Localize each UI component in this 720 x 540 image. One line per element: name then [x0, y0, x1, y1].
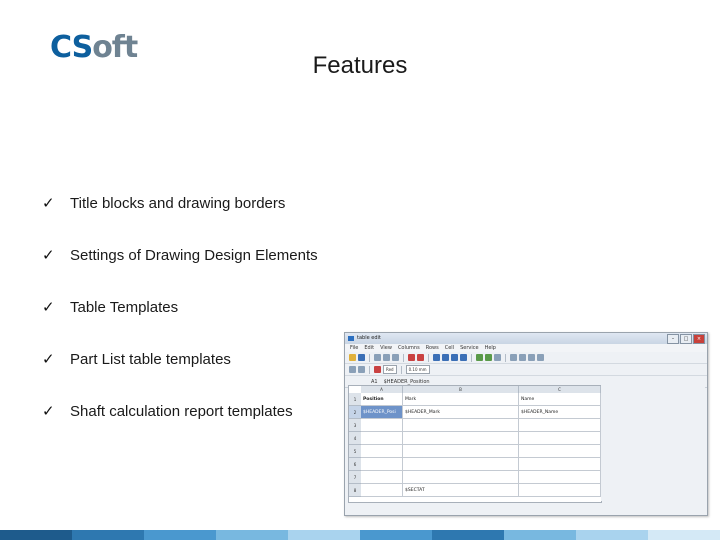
table-cell[interactable] — [519, 445, 601, 458]
menu-help[interactable]: Help — [484, 345, 496, 351]
column-headers — [361, 386, 601, 393]
menu-rows[interactable]: Rows — [425, 345, 439, 351]
insert-column-icon[interactable] — [485, 354, 492, 361]
table-cell-selected[interactable]: $HEADER_Posi — [361, 406, 403, 419]
minimize-button[interactable]: – — [667, 334, 679, 344]
menu-edit[interactable]: Edit — [364, 345, 375, 351]
toolbar-separator — [369, 366, 370, 374]
row-header[interactable]: 2 — [349, 406, 361, 419]
split-cells-icon[interactable] — [519, 354, 526, 361]
menu-bar — [345, 344, 707, 352]
color-swatch-icon — [374, 366, 381, 373]
maximize-button[interactable]: □ — [680, 334, 692, 344]
toolbar-separator — [428, 354, 429, 362]
cut-icon[interactable] — [374, 354, 381, 361]
feature-item — [42, 177, 318, 229]
row-header[interactable]: 3 — [349, 419, 361, 432]
footer-stripe — [0, 530, 720, 540]
checkmark-icon: ✓ — [42, 351, 55, 368]
paste-icon[interactable] — [392, 354, 399, 361]
table-row — [361, 419, 601, 432]
table-grid — [348, 385, 602, 503]
table-cell[interactable]: Mark — [403, 393, 519, 406]
align-icon[interactable] — [349, 366, 356, 373]
table-row — [361, 484, 601, 497]
close-button[interactable]: × — [693, 334, 705, 344]
logo-wordmark: CSoft — [50, 30, 138, 65]
table-cell[interactable] — [403, 445, 519, 458]
toolbar-separator — [401, 366, 402, 374]
feature-item — [42, 333, 318, 385]
footer-stripe-segment — [576, 530, 648, 540]
footer-stripe-segment — [72, 530, 144, 540]
toolbar-separator — [471, 354, 472, 362]
feature-text: Part List table templates — [70, 350, 231, 368]
valign-icon[interactable] — [358, 366, 365, 373]
color-select[interactable]: Red — [383, 365, 397, 374]
footer-stripe-segment — [0, 530, 72, 540]
table-cell[interactable] — [403, 471, 519, 484]
help-icon[interactable] — [537, 354, 544, 361]
table-cell[interactable] — [361, 432, 403, 445]
checkmark-icon: ✓ — [42, 247, 55, 264]
toolbar-separator — [369, 354, 370, 362]
table-cell[interactable] — [519, 432, 601, 445]
table-cell[interactable] — [361, 445, 403, 458]
table-row — [361, 393, 601, 406]
undo-icon[interactable] — [408, 354, 415, 361]
row-header[interactable]: 7 — [349, 471, 361, 484]
row-header[interactable]: 6 — [349, 458, 361, 471]
window-titlebar — [345, 333, 707, 344]
table-row — [361, 471, 601, 484]
merge-cells-icon[interactable] — [510, 354, 517, 361]
checkmark-icon: ✓ — [42, 299, 55, 316]
row-header[interactable]: 1 — [349, 393, 361, 406]
table-cell[interactable] — [519, 458, 601, 471]
feature-text: Shaft calculation report templates — [70, 402, 293, 420]
move-up-icon[interactable] — [442, 354, 449, 361]
table-body — [361, 393, 601, 497]
window-title: table edit — [357, 335, 381, 341]
footer-stripe-segment — [504, 530, 576, 540]
table-cell[interactable]: Position — [361, 393, 403, 406]
table-cell[interactable] — [519, 419, 601, 432]
lineweight-select[interactable]: 0.10 mm — [406, 365, 430, 374]
table-row — [361, 445, 601, 458]
borders-icon[interactable] — [528, 354, 535, 361]
toolbar-separator — [403, 354, 404, 362]
footer-stripe-segment — [432, 530, 504, 540]
open-icon[interactable] — [349, 354, 356, 361]
sum-icon[interactable] — [494, 354, 501, 361]
footer-stripe-segment — [360, 530, 432, 540]
table-row — [361, 432, 601, 445]
checkmark-icon: ✓ — [42, 403, 55, 420]
format-toolbar — [345, 364, 707, 376]
menu-view[interactable]: View — [380, 345, 392, 351]
table-cell[interactable]: $HEADER_Mark — [403, 406, 519, 419]
menu-cell[interactable]: Cell — [444, 345, 455, 351]
table-cell[interactable]: $HEADER_Name — [519, 406, 601, 419]
feature-text: Table Templates — [70, 298, 179, 316]
table-cell[interactable]: $SECTAT — [403, 484, 519, 497]
footer-stripe-segment — [648, 530, 720, 540]
insert-row-icon[interactable] — [476, 354, 483, 361]
cell-reference: A1 — [371, 378, 378, 385]
table-cell[interactable] — [361, 458, 403, 471]
workspace-empty-area — [601, 385, 705, 501]
menu-columns[interactable]: Columns — [397, 345, 420, 351]
feature-item — [42, 385, 318, 437]
feature-text: Title blocks and drawing borders — [70, 194, 286, 212]
toolbar-separator — [505, 354, 506, 362]
row-header[interactable]: 8 — [349, 484, 361, 497]
row-header[interactable]: 4 — [349, 432, 361, 445]
save-icon[interactable] — [358, 354, 365, 361]
table-cell[interactable]: Name — [519, 393, 601, 406]
checkmark-icon: ✓ — [42, 195, 55, 212]
table-cell[interactable] — [361, 471, 403, 484]
feature-item — [42, 229, 318, 281]
row-headers — [349, 393, 361, 497]
move-right-icon[interactable] — [460, 354, 467, 361]
footer-stripe-segment — [288, 530, 360, 540]
feature-item — [42, 281, 318, 333]
formula-input[interactable]: $HEADER_Position — [383, 378, 430, 385]
table-row — [361, 458, 601, 471]
slide-title: Features — [312, 52, 408, 79]
column-header[interactable]: A — [361, 386, 403, 393]
feature-list — [42, 177, 318, 437]
column-header[interactable]: B — [403, 386, 519, 393]
row-header[interactable]: 5 — [349, 445, 361, 458]
table-cell[interactable] — [403, 432, 519, 445]
column-header[interactable]: C — [519, 386, 601, 393]
table-row — [361, 406, 601, 419]
app-icon — [348, 336, 354, 341]
table-cell[interactable] — [361, 419, 403, 432]
table-cell[interactable] — [519, 484, 601, 497]
table-editor-screenshot — [344, 332, 708, 516]
toolbar — [345, 352, 707, 364]
table-cell[interactable] — [403, 419, 519, 432]
redo-icon[interactable] — [417, 354, 424, 361]
menu-service[interactable]: Service — [460, 345, 479, 351]
move-down-icon[interactable] — [451, 354, 458, 361]
copy-icon[interactable] — [383, 354, 390, 361]
table-cell[interactable] — [519, 471, 601, 484]
table-cell[interactable] — [361, 484, 403, 497]
move-left-icon[interactable] — [433, 354, 440, 361]
table-cell[interactable] — [403, 458, 519, 471]
footer-stripe-segment — [144, 530, 216, 540]
footer-stripe-segment — [216, 530, 288, 540]
menu-file[interactable]: File — [350, 345, 359, 351]
feature-text: Settings of Drawing Design Elements — [70, 246, 318, 264]
